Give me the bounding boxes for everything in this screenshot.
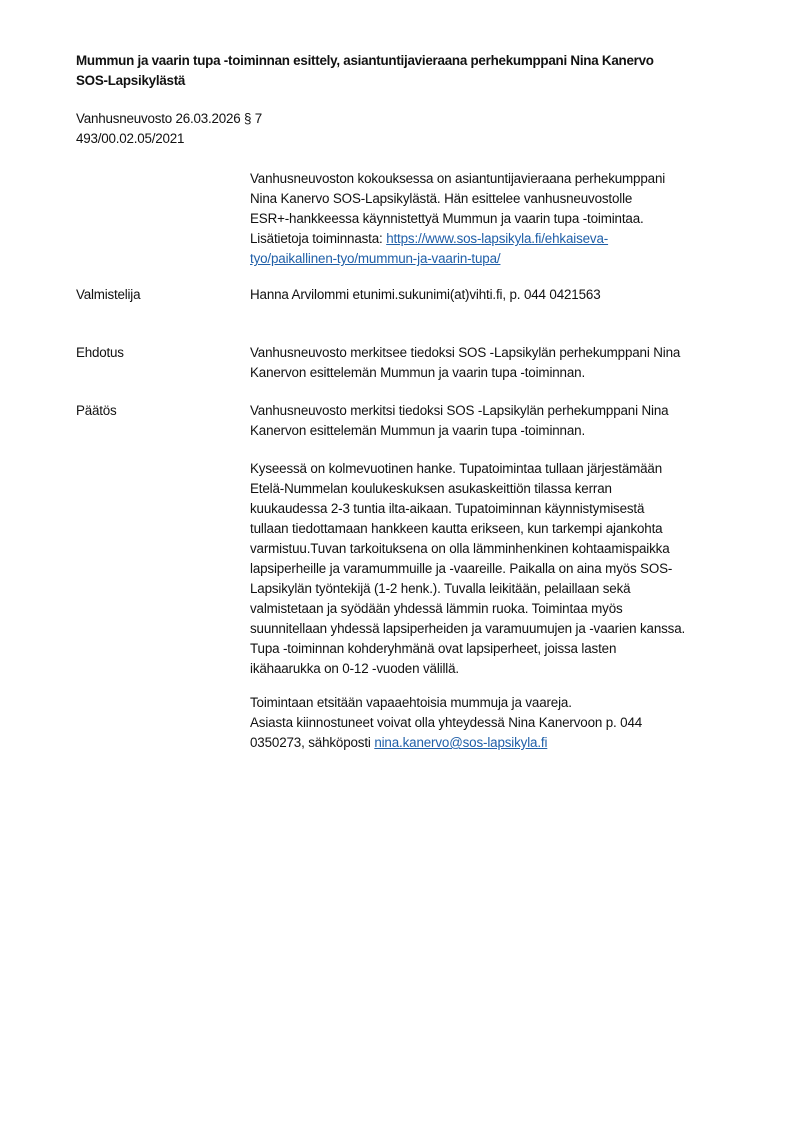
intro-line: ESR+-hankkeessa käynnistettyä Mummun ja vaarin tupa -toimintaa.	[250, 211, 644, 226]
info-link[interactable]: https://www.sos-lapsikyla.fi/ehkaiseva-	[386, 231, 609, 246]
proposal-line: Kanervon esittelemän Mummun ja vaarin tupa -toiminnan.	[250, 365, 586, 380]
decision-line: Kanervon esittelemän Mummun ja vaarin tupa -toiminnan.	[250, 423, 586, 438]
contact-line: Asiasta kiinnostuneet voivat olla yhteydessä Nina Kanervoon p. 044	[250, 715, 643, 730]
contact-prefix: 0350273, sähköposti	[250, 735, 375, 750]
details-line: ikähaarukka on 0-12 -vuoden välillä.	[250, 661, 459, 676]
intro-paragraph	[250, 169, 750, 269]
intro-link-line	[250, 229, 750, 249]
intro-line: Nina Kanervo SOS-Lapsikylästä. Hän esittelee vanhusneuvostolle	[250, 191, 633, 206]
proposal-line: Vanhusneuvosto merkitsee tiedoksi SOS -Lapsikylän perhekumppani Nina	[250, 345, 681, 360]
title-line: SOS-Lapsikylästä	[76, 73, 186, 88]
email-link[interactable]: nina.kanervo@sos-lapsikyla.fi	[374, 735, 548, 750]
proposal-text	[250, 343, 750, 383]
link-prefix: Lisätietoja toiminnasta:	[250, 231, 387, 246]
document-title	[76, 51, 756, 91]
details-line: suunnitellaan yhdessä lapsiperheiden ja varamuumujen ja -vaarien kanssa.	[250, 621, 686, 636]
proposal-label: Ehdotus	[76, 345, 124, 360]
details-line: tullaan tiedottamaan hankkeen kautta erikseen, kun tarkempi ajankohta	[250, 521, 663, 536]
details-line: valmistetaan ja syödään yhdessä lämmin ruoka. Toimintaa myös	[250, 601, 623, 616]
decision-text	[250, 401, 750, 441]
contact-paragraph	[250, 693, 750, 753]
meeting-reference: Vanhusneuvosto 26.03.2026 § 7	[76, 111, 263, 126]
decision-line: Vanhusneuvosto merkitsi tiedoksi SOS -Lapsikylän perhekumppani Nina	[250, 403, 669, 418]
title-line: Mummun ja vaarin tupa -toiminnan esittely, asiantuntijavieraana perhekumppani Nina Kanervo	[76, 53, 654, 68]
decision-label: Päätös	[76, 403, 117, 418]
preparer-label: Valmistelija	[76, 287, 141, 302]
decision-details	[250, 459, 750, 679]
details-line: Tupa -toiminnan kohderyhmänä ovat lapsiperheet, joissa lasten	[250, 641, 617, 656]
details-line: Etelä-Nummelan koulukeskuksen asukaskeittiön tilassa kerran	[250, 481, 612, 496]
details-line: varmistuu.Tuvan tarkoituksena on olla lämminhenkinen kohtaamispaikka	[250, 541, 670, 556]
details-line: lapsiperheille ja varamummuille ja -vaareille. Paikalla on aina myös SOS-	[250, 561, 673, 576]
preparer-value: Hanna Arvilommi etunimi.sukunimi(at)vihti.fi, p. 044 0421563	[250, 287, 601, 302]
meeting-meta	[76, 109, 262, 149]
contact-email-line	[250, 733, 750, 753]
info-link-continuation[interactable]: tyo/paikallinen-tyo/mummun-ja-vaarin-tupa/	[250, 251, 501, 266]
details-line: Lapsikylän työntekijä (1-2 henk.). Tuvalla leikitään, pelaillaan sekä	[250, 581, 631, 596]
intro-line: Vanhusneuvoston kokouksessa on asiantuntijavieraana perhekumppani	[250, 171, 666, 186]
details-line: kuukaudessa 2-3 tuntia ilta-aikaan. Tupatoiminnan käynnistymisestä	[250, 501, 645, 516]
contact-line: Toimintaan etsitään vapaaehtoisia mummuja ja vaareja.	[250, 695, 572, 710]
intro-link-line-2	[250, 249, 750, 269]
record-number: 493/00.02.05/2021	[76, 131, 185, 146]
details-line: Kyseessä on kolmevuotinen hanke. Tupatoimintaa tullaan järjestämään	[250, 461, 663, 476]
